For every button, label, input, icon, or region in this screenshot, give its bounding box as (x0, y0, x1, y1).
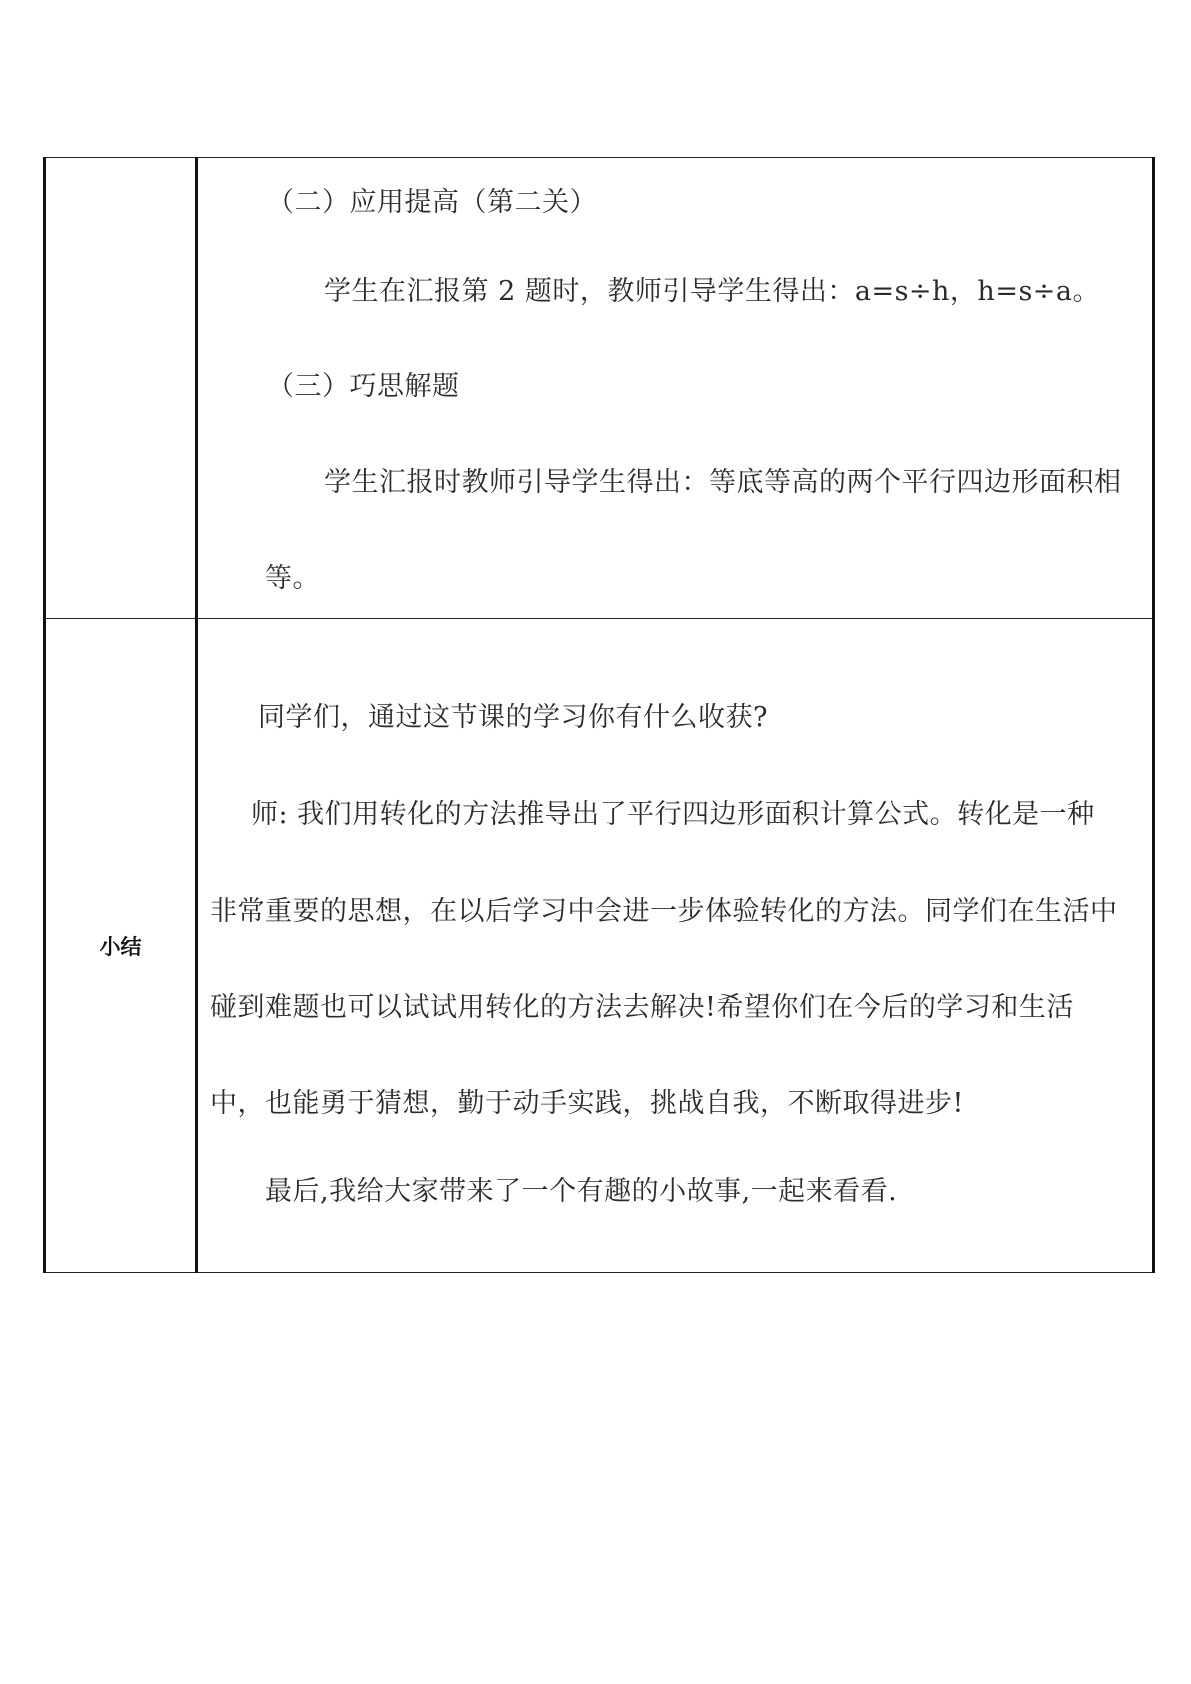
paragraph-heading: （三）巧思解题 (267, 371, 460, 402)
paragraph: 中，也能勇于猜想，勤于动手实践，挑战自我，不断取得进步! (210, 1088, 964, 1119)
row-label: 小结 (99, 934, 142, 959)
table-row (45, 158, 1154, 619)
paragraph: 最后,我给大家带来了一个有趣的小故事,一起来看看. (265, 1176, 898, 1207)
row-content-cell (197, 619, 1154, 1273)
paragraph: 同学们，通过这节课的学习你有什么收获? (258, 702, 768, 733)
paragraph-heading: （二）应用提高（第二关） (267, 187, 597, 218)
table-row (45, 619, 1154, 1273)
row-content-cell (197, 158, 1154, 619)
paragraph: 学生汇报时教师引导学生得出：等底等高的两个平行四边形面积相 (324, 467, 1122, 498)
lesson-table (43, 157, 1155, 1273)
row-label-cell (45, 158, 197, 619)
paragraph: 碰到难题也可以试试用转化的方法去解决!希望你们在今后的学习和生活 (210, 992, 1074, 1023)
row-label-cell (45, 619, 197, 1273)
paragraph: 师: 我们用转化的方法推导出了平行四边形面积计算公式。转化是一种 (251, 799, 1095, 830)
paragraph: 学生在汇报第 2 题时，教师引导学生得出：a=s÷h，h=s÷a。 (324, 276, 1101, 307)
paragraph: 非常重要的思想，在以后学习中会进一步体验转化的方法。同学们在生活中 (210, 896, 1118, 927)
paragraph: 等。 (265, 563, 320, 594)
